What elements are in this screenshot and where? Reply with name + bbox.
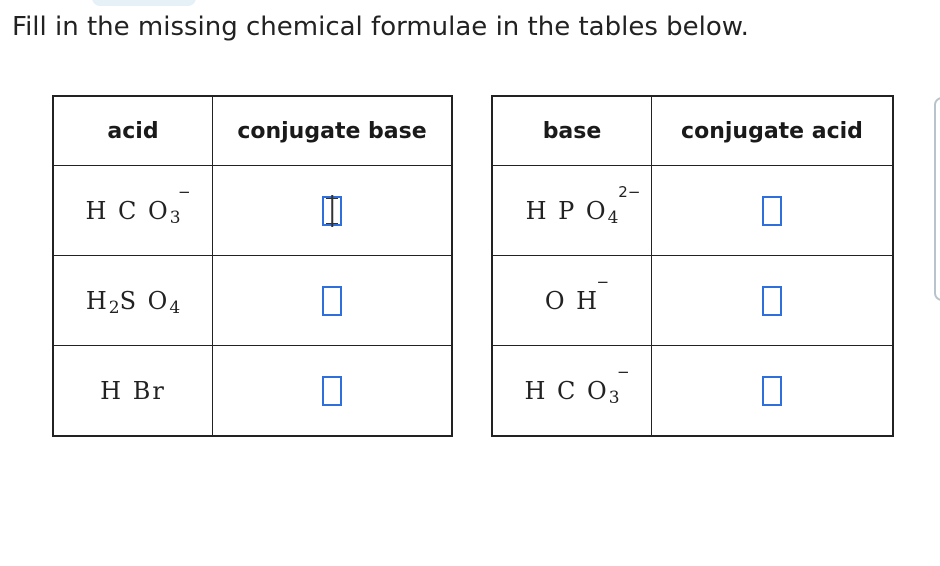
acid-cell (53, 346, 213, 437)
conjugate-base-input-3[interactable] (322, 376, 342, 406)
table-row (492, 166, 893, 256)
formula-oh: O H − (544, 272, 610, 315)
conjugate-acid-cell (652, 256, 894, 346)
formula-hpo4: H P $O_4$ 2− (525, 182, 641, 228)
base-conjugate-acid-table (491, 95, 894, 437)
conjugate-acid-input-2[interactable] (762, 286, 782, 316)
conjugate-acid-cell (652, 346, 894, 437)
header-conjugate-base: conjugate base (213, 96, 453, 166)
acid-cell (53, 256, 213, 346)
conjugate-acid-cell (652, 166, 894, 256)
side-panel-handle[interactable] (934, 97, 940, 301)
header-conjugate-acid: conjugate acid (652, 96, 894, 166)
acid-cell (53, 166, 213, 256)
conjugate-acid-input-1[interactable] (762, 196, 782, 226)
top-tab (92, 0, 196, 6)
conjugate-base-cell (213, 256, 453, 346)
formula-hbr: H Br (100, 376, 166, 405)
formula-hco3: H C $O_3$ − (85, 182, 191, 228)
conjugate-base-cell (213, 166, 453, 256)
formula-hco3: H C $O_3$ − (524, 362, 630, 408)
conjugate-acid-input-3[interactable] (762, 376, 782, 406)
table-row (53, 256, 452, 346)
conjugate-base-input-2[interactable] (322, 286, 342, 316)
acid-conjugate-base-table (52, 95, 453, 437)
header-acid: acid (53, 96, 213, 166)
table-row (53, 346, 452, 437)
table-row (492, 346, 893, 437)
instruction-text: Fill in the missing chemical formulae in the tables below. (12, 12, 749, 42)
base-cell (492, 346, 652, 437)
base-cell (492, 166, 652, 256)
conjugate-base-input-1[interactable] (322, 196, 342, 226)
table-row (492, 256, 893, 346)
base-cell (492, 256, 652, 346)
conjugate-base-cell (213, 346, 453, 437)
table-row (53, 166, 452, 256)
header-base: base (492, 96, 652, 166)
formula-h2so4: $H_2S$ $O_4$ (85, 286, 181, 318)
